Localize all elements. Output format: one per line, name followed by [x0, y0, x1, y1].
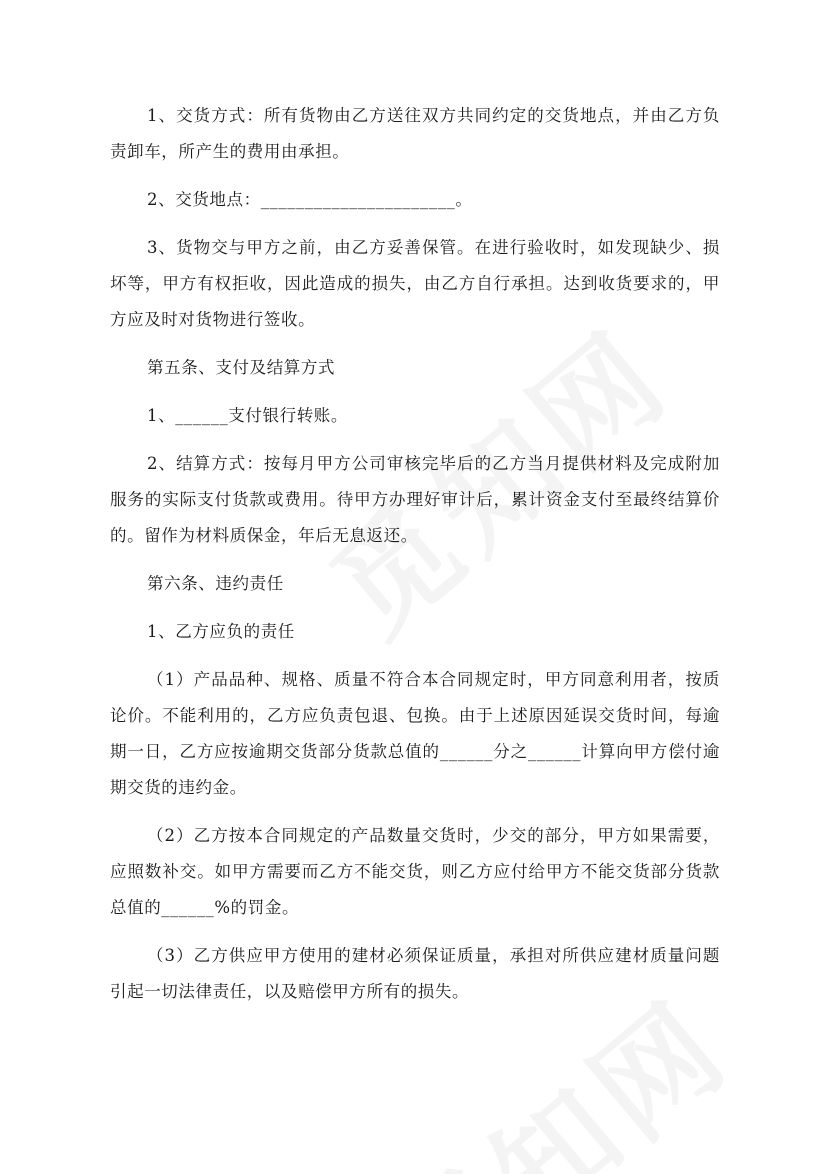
document-body — [110, 98, 720, 1010]
clause-settlement-method: 2、结算方式：按每月甲方公司审核完毕后的乙方当月提供材料及完成附加服务的实际支付货款或费用。待甲方办理好审计后，累计资金支付至最终结算价的。留作为材料质保金，年后无息返还。 — [110, 454, 720, 545]
clause-liability-item-3: （3）乙方供应甲方使用的建材必须保证质量，承担对所供应建材质量问题引起一切法律责任，以及赔偿甲方所有的损失。 — [110, 946, 720, 1001]
clause-delivery-method: 1、交货方式：所有货物由乙方送往双方共同约定的交货地点，并由乙方负责卸车，所产生的费用由承担。 — [110, 106, 720, 161]
clause-liability-item-2: （2）乙方按本合同规定的产品数量交货时，少交的部分，甲方如果需要，应照数补交。如甲方需要而乙方不能交货，则乙方应付给甲方不能交货部分货款总值的______%的罚金。 — [110, 826, 720, 917]
section-heading-payment: 第五条、支付及结算方式 — [147, 358, 336, 377]
section-heading-liability: 第六条、违约责任 — [147, 574, 284, 593]
clause-payment-method: 1、______支付银行转账。 — [147, 406, 348, 425]
clause-party-b-liability: 1、乙方应负的责任 — [147, 622, 295, 641]
clause-storage-inspection: 3、货物交与甲方之前，由乙方妥善保管。在进行验收时，如发现缺少、损坏等，甲方有权拒收，因此造成的损失，由乙方自行承担。达到收货要求的，甲方应及时对货物进行签收。 — [110, 238, 720, 329]
clause-delivery-location: 2、交货地点：______________________。 — [147, 190, 473, 209]
clause-liability-item-1: （1）产品品种、规格、质量不符合本合同规定时，甲方同意利用者，按质论价。不能利用的，乙方应负责包退、包换。由于上述原因延误交货时间，每逾期一日，乙方应按逾期交货部分货款总值的______分之______计算向甲方偿付逾期交货的违约金。 — [110, 670, 720, 797]
